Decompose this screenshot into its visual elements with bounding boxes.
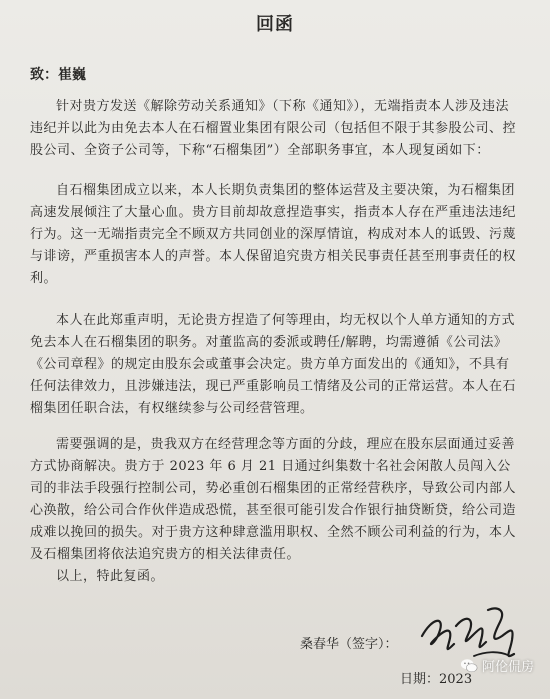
paragraph-emphasis: 需要强调的是，贵我双方在经营理念等方面的分歧，理应在股东层面通过妥善方式协商解决。贵方于 2023 年 6 月 21 日通过纠集数十名社会闲散人员闯入公司的非法手段强行控制公司，势必重创石榴集团的正常经营秩序，导致公司内部人心涣散，给公司合作伙伴造成恐慌，甚至很可能引发合作银行抽贷断贷，给公司造成难以挽回的损失。对于贵方这种肆意滥用职权、全然不顾公司利益的行为，本人及石榴集团将依法追究贵方的相关法律责任。 <box>30 437 517 562</box>
date-line: 日期：2023 <box>400 672 473 687</box>
addressee-line: 致：崔巍 <box>30 67 86 83</box>
watermark-text: 阿伦侃房 <box>481 660 534 675</box>
paragraph-closing: 以上，特此复函。 <box>56 569 165 584</box>
paragraph-background: 自石榴集团成立以来，本人长期负责集团的整体运营及主要决策，为石榴集团高速发展倾注了大量心血。贵方目前却故意捏造事实，指责本人存在严重违法违纪行为。这一无端指责完全不顾双方共同创业的深厚情谊，构成对本人的诋毁、污蔑与诽谤，严重损害本人的声誉。本人保留追究贵方相关民事责任甚至刑事责任的权利。 <box>30 183 517 286</box>
paragraph-declaration: 本人在此郑重声明，无论贵方捏造了何等理由，均无权以个人单方通知的方式免去本人在石榴集团的职务。对董监高的委派或聘任/解聘，均需遵循《公司法》《公司章程》的规定由股东会或董事会决定。贵方单方面发出的《通知》，不具有任何法律效力，且涉嫌违法，现已严重影响员工情绪及公司的正常运营。本人在石榴集团任职合法，有权继续参与公司经营管理。 <box>30 313 517 416</box>
watermark <box>460 656 534 675</box>
chat-bubble-icon <box>460 657 478 675</box>
paragraph-intro: 针对贵方发送《解除劳动关系通知》（下称《通知》），无端指责本人涉及违法违纪并以此为由免去本人在石榴置业集团有限公司（包括但不限于其参股公司、控股公司、全资子公司等，下称“石榴集团”）全部职务事宜，本人现复函如下： <box>30 99 517 158</box>
letter-title: 回函 <box>256 14 294 35</box>
signer-label: 桑春华（签字）： <box>300 637 398 652</box>
